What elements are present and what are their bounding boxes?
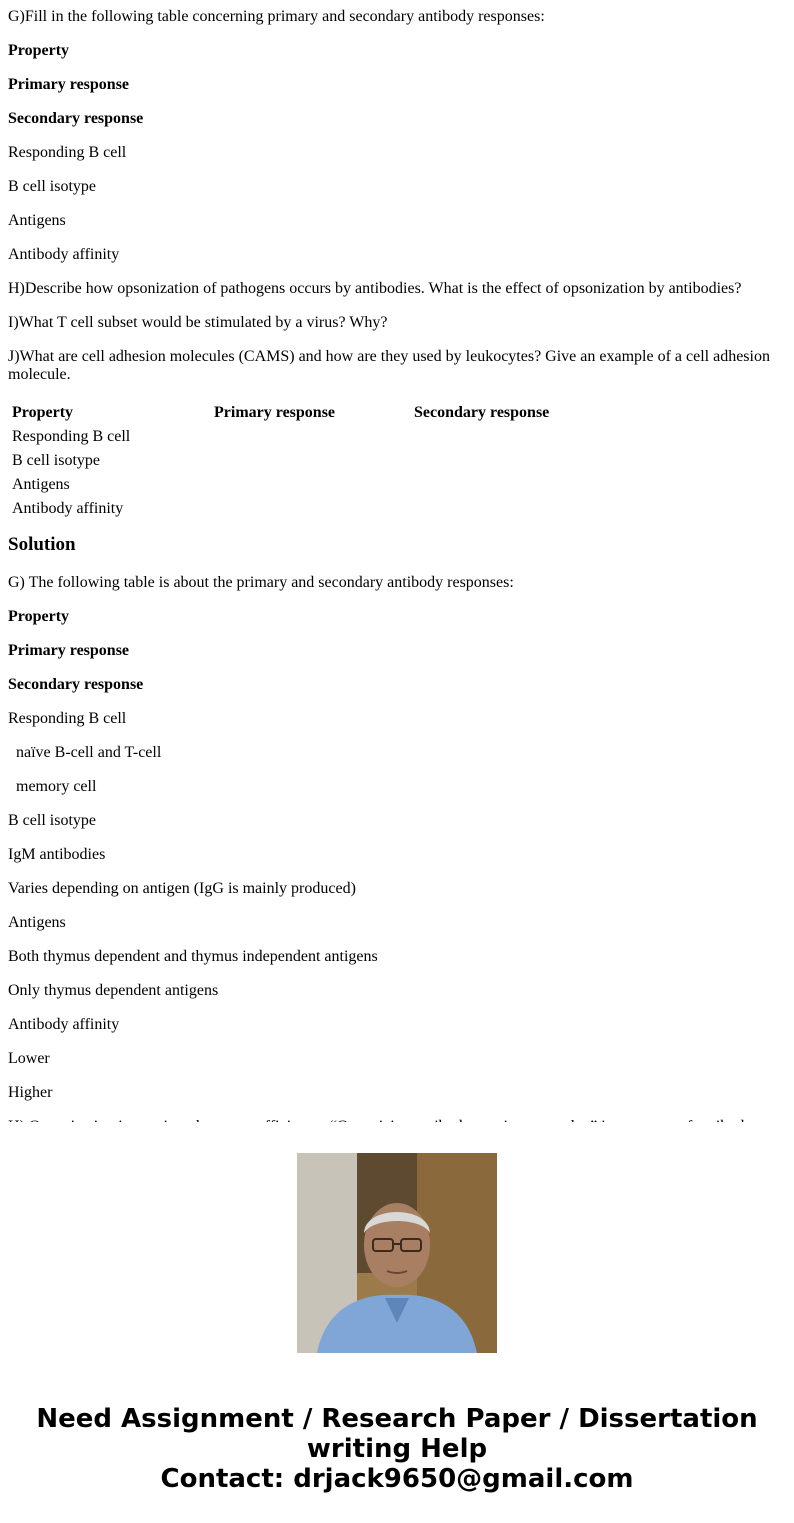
solution-affinity-label: Antibody affinity bbox=[8, 1016, 120, 1033]
solution-antigens-label: Antigens bbox=[8, 914, 66, 931]
question-list-primary: Primary response bbox=[8, 76, 130, 93]
question-i: I)What T cell subset would be stimulated by a virus? Why? bbox=[8, 314, 388, 331]
question-list-secondary: Secondary response bbox=[8, 110, 144, 127]
table-cell: Antibody affinity bbox=[12, 500, 124, 517]
question-list-affinity: Antibody affinity bbox=[8, 246, 120, 263]
table-header: Property bbox=[12, 404, 74, 421]
question-list-isotype: B cell isotype bbox=[8, 178, 96, 195]
table-row bbox=[11, 498, 611, 520]
solution-antigens-primary: Both thymus dependent and thymus independent antigens bbox=[8, 948, 378, 965]
table-header: Primary response bbox=[214, 404, 336, 421]
table-row bbox=[11, 474, 611, 496]
table-row bbox=[11, 426, 611, 448]
solution-responding-primary: naïve B-cell and T-cell bbox=[16, 744, 162, 761]
solution-heading: Solution bbox=[8, 534, 76, 555]
promo-text bbox=[0, 1404, 794, 1494]
table-row bbox=[11, 450, 611, 472]
question-list-responding: Responding B cell bbox=[8, 144, 127, 161]
question-table bbox=[9, 400, 613, 522]
question-h: H)Describe how opsonization of pathogens occurs by antibodies. What is the effect of opsonization by antibodies? bbox=[8, 280, 742, 297]
table-header: Secondary response bbox=[414, 404, 550, 421]
promo-contact: Contact: drjack9650@gmail.com bbox=[160, 1464, 634, 1494]
question-list-antigens: Antigens bbox=[8, 212, 66, 229]
table-cell: Antigens bbox=[12, 476, 70, 493]
solution-responding-label: Responding B cell bbox=[8, 710, 127, 727]
solution-isotype-label: B cell isotype bbox=[8, 812, 96, 829]
promo-line: writing Help bbox=[306, 1434, 488, 1464]
question-g: G)Fill in the following table concerning primary and secondary antibody responses: bbox=[8, 8, 545, 25]
solution-header-property: Property bbox=[8, 608, 70, 625]
solution-header-primary: Primary response bbox=[8, 642, 130, 659]
question-j: J)What are cell adhesion molecules (CAMS) and how are they used by leukocytes? Give an example of a cell adhesion molecule. bbox=[8, 348, 770, 383]
solution-affinity-secondary: Higher bbox=[8, 1084, 53, 1101]
table-header-row bbox=[11, 402, 611, 424]
solution-g: G) The following table is about the primary and secondary antibody responses: bbox=[8, 574, 514, 591]
table-cell: B cell isotype bbox=[12, 452, 100, 469]
solution-responding-secondary: memory cell bbox=[16, 778, 97, 795]
table-cell: Responding B cell bbox=[12, 428, 131, 445]
question-list-property: Property bbox=[8, 42, 70, 59]
promo-line: Need Assignment / Research Paper / Dissertation bbox=[36, 1404, 758, 1434]
promo-banner bbox=[0, 1122, 794, 1523]
avatar bbox=[297, 1153, 497, 1353]
solution-isotype-primary: IgM antibodies bbox=[8, 846, 106, 863]
avatar-portrait-icon bbox=[297, 1153, 497, 1353]
solution-isotype-secondary: Varies depending on antigen (IgG is mainly produced) bbox=[8, 880, 356, 897]
solution-header-secondary: Secondary response bbox=[8, 676, 144, 693]
solution-antigens-secondary: Only thymus dependent antigens bbox=[8, 982, 219, 999]
document-body bbox=[8, 8, 786, 1122]
solution-affinity-primary: Lower bbox=[8, 1050, 50, 1067]
